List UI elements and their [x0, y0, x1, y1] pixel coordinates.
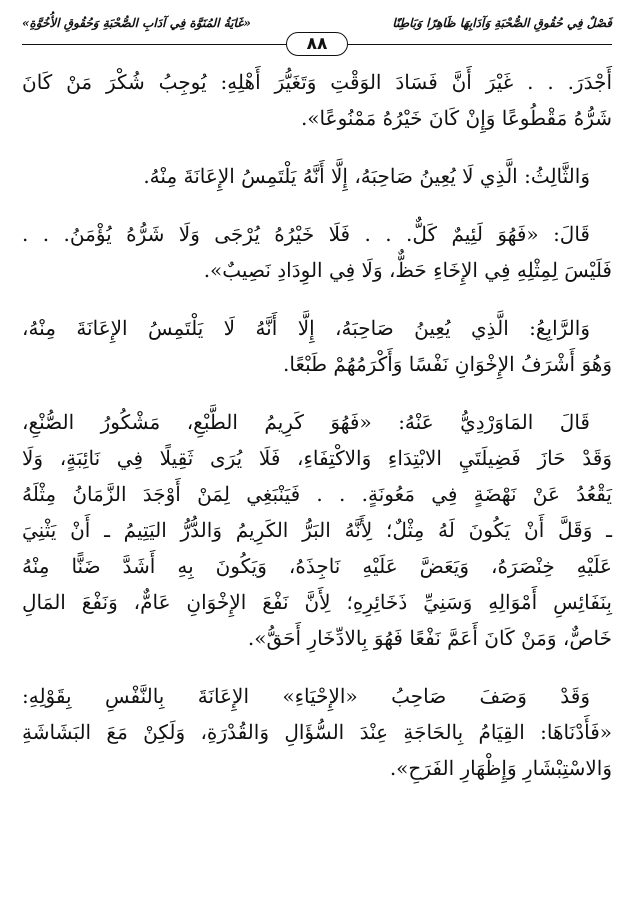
- book-title: «غَايَةُ المُنَوَّة فِي آدَابِ الصُّحْبَةِ وَحُقُوقِ الأُخُوَّةِ»: [22, 16, 251, 30]
- text-line: أَجْدَرَ. . . غَيْرَ أَنَّ فَسَادَ الوَقْتِ وَتَغَيُّرَ أَهْلِهِ: يُوجِبُ شُكْرَ مَنْ كَانَ: [22, 70, 612, 94]
- text-line: «فَأَدْنَاهَا: القِيَامُ بِالحَاجَةِ عِنْدَ السُّؤَالِ وَالقُدْرَةِ، وَلَكِنْ مَعَ البَشَاشَةِ: [22, 720, 612, 744]
- page-header: [22, 14, 612, 54]
- text-line: عَلَيْهِ خِنْصَرَهُ، وَيَعَضَّ عَلَيْهِ نَاجِذَهُ، وَيَكُونَ بِهِ أَشَدَّ ضَنًّا مِنْهُ: [22, 554, 612, 578]
- paragraph: [22, 404, 612, 656]
- text-line: وَالثَّالِثُ: الَّذِي لَا يُعِينُ صَاحِبَهُ، إِلَّا أَنَّهُ يَلْتَمِسُ الإِعَانَةَ مِنْهُ.: [143, 164, 590, 188]
- text-line: قَالَ: «فَهُوَ لَئِيمٌ كَلٌّ. . . فَلَا خَيْرُهُ يُرْجَى وَلَا شَرُّهُ يُؤْمَنُ. . .: [22, 222, 590, 246]
- text-line: قَالَ المَاوَرْدِيُّ عَنْهُ: «فَهُوَ كَرِيمُ الطَّبْعِ، مَشْكُورُ الصُّنْعِ،: [22, 410, 590, 434]
- text-line: فَلَيْسَ لِمِثْلِهِ فِي الإِخَاءِ حَظٌّ، وَلَا فِي الوِدَادِ نَصِيبٌ».: [203, 258, 612, 282]
- paragraph: [22, 310, 612, 382]
- text-line: ـ وَقَلَّ أَنْ يَكُونَ لَهُ مِثْلٌ؛ لِأَنَّهُ البَرُّ الكَرِيمُ وَالدُّرُّ اليَتِيمُ ـ أَنْ يَثْنِيَ: [22, 518, 612, 542]
- text-line: خَاصٌّ، وَمَنْ كَانَ أَعَمَّ نَفْعًا فَهُوَ بِالادِّخَارِ أَحَقُّ».: [247, 626, 612, 650]
- text-line: وَالرَّابِعُ: الَّذِي يُعِينُ صَاحِبَهُ، إِلَّا أَنَّهُ لَا يَلْتَمِسُ الإِعَانَةَ مِنْهُ،: [22, 316, 590, 340]
- page-body: [22, 64, 612, 808]
- text-line: وَقَدْ وَصَفَ صَاحِبُ «الإِحْيَاءِ» الإِعَانَةَ بِالنَّفْسِ بِقَوْلِهِ:: [22, 684, 590, 708]
- text-line: وَهُوَ أَشْرَفُ الإِخْوَانِ نَفْسًا وَأَكْرَمُهُمْ طَبْعًا.: [283, 352, 612, 376]
- page-number: ٨٨: [286, 32, 348, 56]
- text-line: وَالاسْتِبْشَارِ وَإِظْهَارِ الفَرَحِ».: [389, 756, 612, 780]
- paragraph: [22, 216, 612, 288]
- paragraph: [22, 678, 612, 786]
- paragraph: [22, 158, 612, 194]
- text-line: وَقَدْ حَازَ فَضِيلَتَيِ الابْتِدَاءِ وَالاكْتِفَاءِ، فَلَا يُرَى ثَقِيلًا فِي نَائِبَةٍ، وَلَا: [22, 446, 612, 470]
- paragraph: [22, 64, 612, 136]
- text-line: بِنَفَائِسِ أَمْوَالِهِ وَسَنِيِّ ذَخَائِرِهِ؛ لِأَنَّ نَفْعَ الإِخْوَانِ عَامٌّ، وَنَفْعَ المَالِ: [22, 590, 612, 614]
- text-line: يَقْعُدُ عَنْ نَهْضَةٍ فِي مَعُونَةٍ. . . فَيَنْبَغِي لِمَنْ أَوْجَدَ الزَّمَانُ مِثْلَهُ: [22, 482, 612, 506]
- text-line: شَرُّهُ مَقْطُوعًا وَإِنْ كَانَ خَيْرُهُ مَمْنُوعًا».: [300, 106, 612, 130]
- chapter-title: فَصْلٌ فِي حُقُوقِ الصُّحْبَةِ وَآدَابِهَا ظَاهِرًا وَبَاطِنًا: [392, 16, 612, 30]
